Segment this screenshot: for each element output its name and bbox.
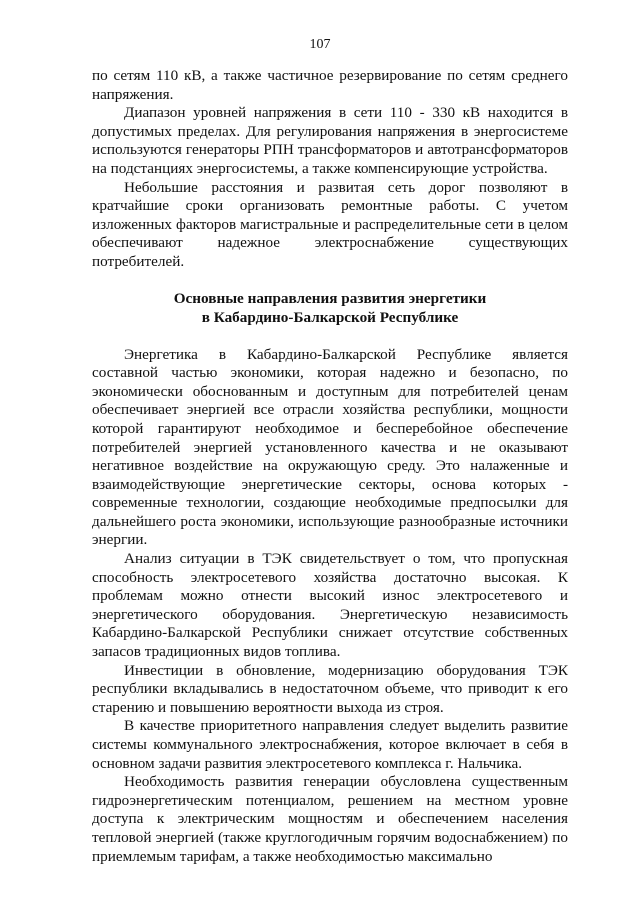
paragraph-5: Анализ ситуации в ТЭК свидетельствует о том, что пропускная способность электросетевого хозяйства достаточно высокая. К проблемам можно отнести высокий износ электросетевого и энергетического оборудования. Энергетическую независимость Кабардино-Балкарской Республики снижает отсутствие собственных запасов традиционных видов топлива.	[92, 550, 568, 661]
paragraph-3: Небольшие расстояния и развитая сеть дорог позволяют в кратчайшие сроки организовать ремонтные работы. С учетом изложенных факторов магистральные и распределительные сети в целом обеспечивают надежное электроснабжение существующих потребителей.	[92, 178, 568, 270]
paragraph-7: В качестве приоритетного направления следует выделить развитие системы коммунального электроснабжения, которое включает в себя в основном задачи развития электросетевого комплекса г. Нальчика.	[92, 717, 568, 772]
paragraph-4: Энергетика в Кабардино-Балкарской Республике является составной частью экономики, которая надежно и безопасно, по экономически обоснованным и доступным для потребителей ценам обеспечивает энергией все отрасли хозяйства республики, мощности которой гарантируют необходимое и бесперебойное обеспечение потребителей энергией установленного качества и не оказывают негативное воздействие на окружающую среду. Это налаженные и взаимодействующие энергетические секторы, основа которых - современные технологии, создающие необходимые предпосылки для дальнейшего роста экономики, использующие разнообразные источники энергии.	[92, 345, 568, 549]
document-body	[92, 67, 568, 866]
paragraph-8: Необходимость развития генерации обусловлена существенным гидроэнергетическим потенциалом, решением на местном уровне доступа к электрическим мощностям и обеспечением населения тепловой энергией (также круглогодичным горячим водоснабжением) по приемлемым тарифам, а также необходимостью максимально	[92, 773, 568, 865]
paragraph-6: Инвестиции в обновление, модернизацию оборудования ТЭК республики вкладывались в недостаточном объеме, что приводит к его старению и повышению вероятности выхода из строя.	[92, 661, 568, 716]
page-number: 107	[309, 37, 331, 52]
section-heading	[92, 289, 568, 327]
section-heading-line-2: в Кабардино-Балкарской Республике	[201, 308, 459, 326]
paragraph-1: по сетям 110 кВ, а также частичное резервирование по сетям среднего напряжения.	[92, 67, 568, 103]
paragraph-2: Диапазон уровней напряжения в сети 110 - 330 кВ находится в допустимых пределах. Для регулирования напряжения в энергосистеме используются генераторы РПН трансформаторов и автотрансформаторов на подстанциях энергосистемы, а также компенсирующие устройства.	[92, 104, 568, 177]
section-heading-line-1: Основные направления развития энергетики	[173, 289, 487, 307]
